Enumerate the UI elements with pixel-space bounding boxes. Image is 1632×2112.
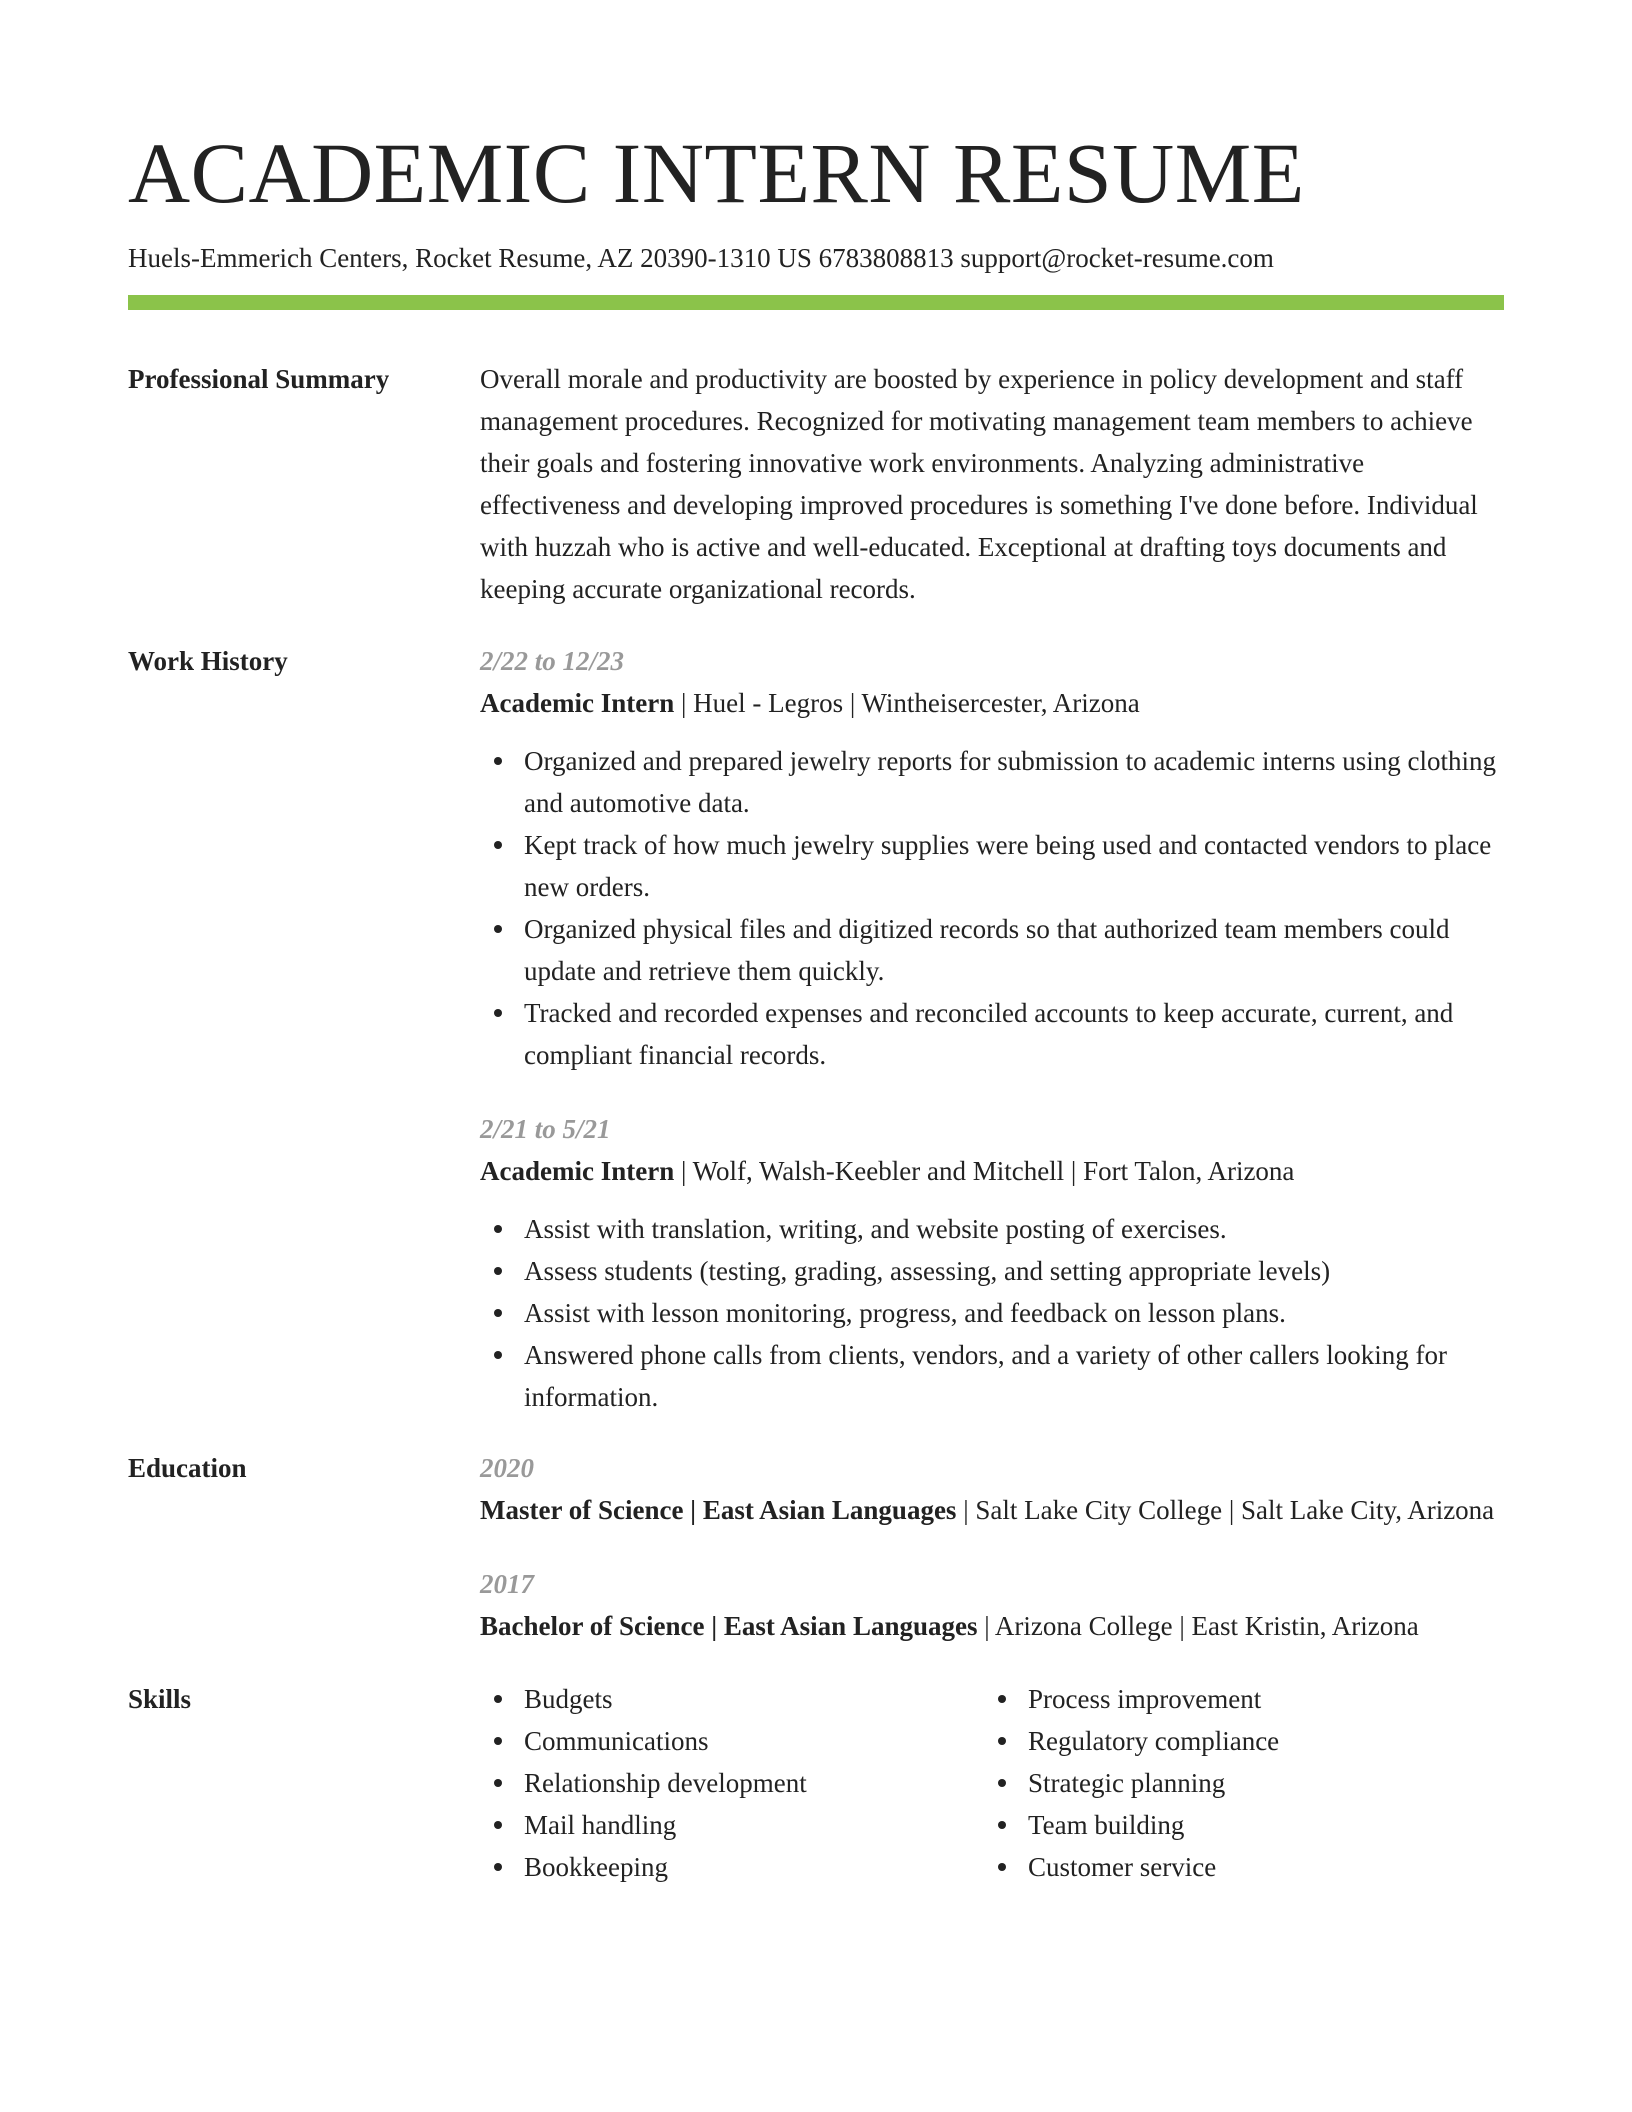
summary-section [128,358,1504,610]
degree-line [480,1489,1504,1531]
job-dates: 2/21 to 5/21 [480,1114,611,1145]
education-body [480,1447,1504,1647]
skills-section [128,1678,1504,1888]
skill-item: Budgets [480,1678,984,1720]
skill-item: Team building [984,1804,1488,1846]
degree-entry [480,1447,1504,1531]
skill-item: Customer service [984,1846,1488,1888]
job-dates: 2/22 to 12/23 [480,646,625,677]
education-heading: Education [128,1453,247,1484]
job-role-line [480,682,1504,724]
contact-phone: 6783808813 [818,243,954,273]
skills-heading: Skills [128,1684,192,1715]
job-bullet: Organized physical files and digitized records so that authorized team members could update and retrieve them quickly. [480,908,1504,992]
job-entry [480,1108,1504,1418]
degree-details: | Arizona College | East Kristin, Arizona [977,1611,1419,1642]
job-entry [480,640,1504,1076]
job-bullet: Assist with translation, writing, and website posting of exercises. [480,1208,1504,1250]
header-divider [128,295,1504,310]
job-bullet: Answered phone calls from clients, vendors, and a variety of other callers looking for information. [480,1334,1504,1418]
degree-year: 2017 [480,1569,534,1600]
work-history-body [480,640,1504,1418]
degree-title: Master of Science | East Asian Languages [480,1495,957,1526]
job-bullet: Assess students (testing, grading, assessing, and setting appropriate levels) [480,1250,1504,1292]
degree-entry [480,1563,1504,1647]
job-details: | Huel - Legros | Wintheisercester, Arizona [674,688,1140,719]
job-bullets [480,1208,1504,1418]
job-role-line [480,1150,1504,1192]
job-details: | Wolf, Walsh-Keebler and Mitchell | Fort Talon, Arizona [674,1156,1295,1187]
contact-line [128,242,1504,274]
degree-details: | Salt Lake City College | Salt Lake City, Arizona [956,1495,1495,1526]
job-bullets [480,740,1504,1076]
job-bullet: Kept track of how much jewelry supplies were being used and contacted vendors to place new orders. [480,824,1504,908]
skills-column-right [984,1678,1488,1888]
degree-year: 2020 [480,1453,534,1484]
job-bullet: Tracked and recorded expenses and reconciled accounts to keep accurate, current, and compliant financial records. [480,992,1504,1076]
work-history-section [128,640,1504,1418]
skill-item: Communications [480,1720,984,1762]
skill-item: Regulatory compliance [984,1720,1488,1762]
contact-address: Huels-Emmerich Centers, Rocket Resume, AZ 20390-1310 US [128,243,812,273]
skills-grid [480,1678,1504,1888]
skill-item: Relationship development [480,1762,984,1804]
skills-column-left [480,1678,984,1888]
resume-title: ACADEMIC INTERN RESUME [128,125,1305,221]
job-bullet: Assist with lesson monitoring, progress, and feedback on lesson plans. [480,1292,1504,1334]
skill-item: Mail handling [480,1804,984,1846]
contact-email: support@rocket-resume.com [960,243,1274,273]
work-history-heading: Work History [128,646,288,677]
summary-heading: Professional Summary [128,364,390,395]
education-section [128,1447,1504,1647]
job-title: Academic Intern [480,1156,675,1187]
job-title: Academic Intern [480,688,675,719]
skill-item: Strategic planning [984,1762,1488,1804]
degree-line [480,1605,1504,1647]
job-bullet: Organized and prepared jewelry reports for submission to academic interns using clothing and automotive data. [480,740,1504,824]
skill-item: Bookkeeping [480,1846,984,1888]
summary-text: Overall morale and productivity are boosted by experience in policy development and staff management procedures. Recognized for motivating management team members to achieve their goals and fostering innovative work environments. Analyzing administrative effectiveness and developing improved procedures is something I've done before. Individual with huzzah who is active and well-educated. Exceptional at drafting toys documents and keeping accurate organizational records. [480,364,1478,605]
skill-item: Process improvement [984,1678,1488,1720]
degree-title: Bachelor of Science | East Asian Languages [480,1611,978,1642]
